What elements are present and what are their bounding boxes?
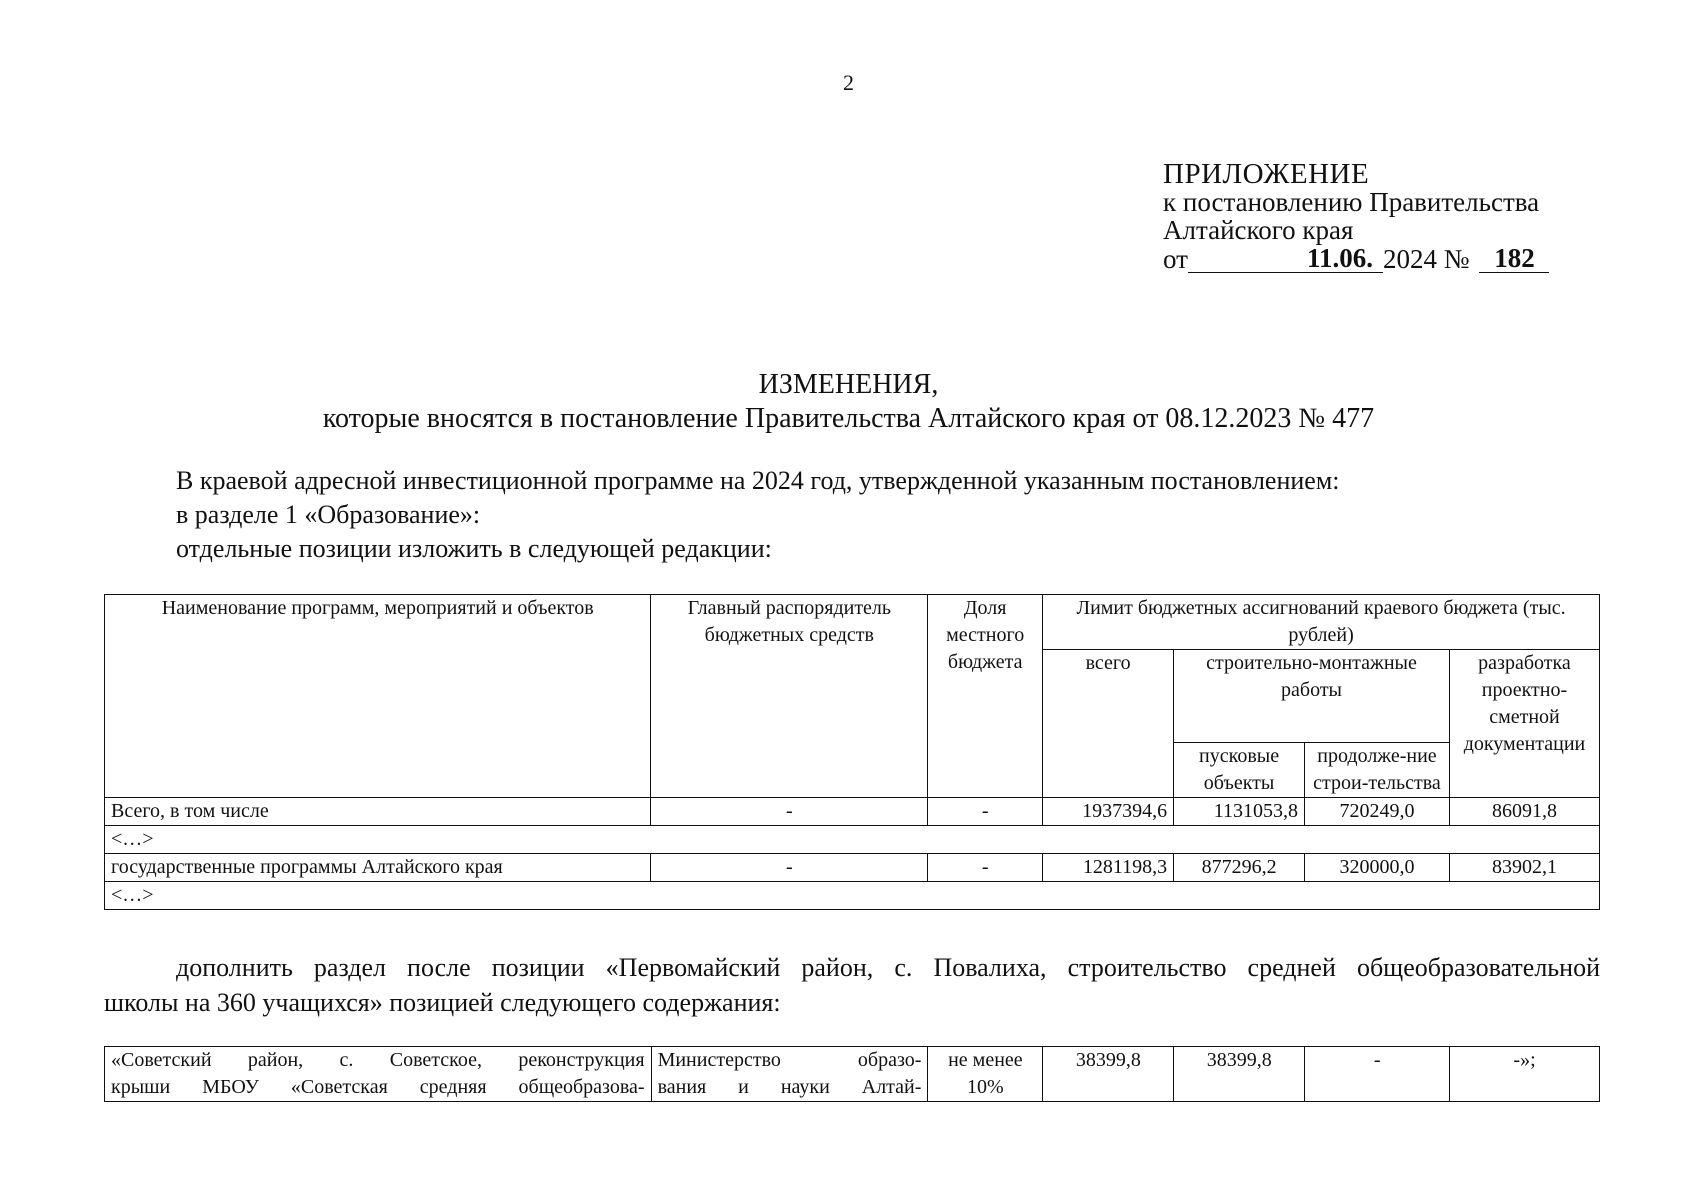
header-continuation: продолже-ние строи-тельства <box>1305 743 1450 798</box>
row-launch: 1131053,8 <box>1174 798 1305 826</box>
intro-line1: В краевой адресной инвестиционной программе на 2024 год, утвержденной указанным постановлением: <box>176 466 1340 495</box>
addition-table <box>104 1046 1600 1102</box>
intro-line3: отдельные позиции изложить в следующей редакции: <box>176 534 772 563</box>
paragraph-line2: школы на 360 учащихся» позицией следующего содержания: <box>104 988 781 1017</box>
row-name-line2: крыши МБОУ «Советская средняя общеобразова- <box>111 1076 645 1098</box>
row-name: Всего, в том числе <box>105 798 651 826</box>
budget-table <box>104 594 1600 910</box>
row-launch: 38399,8 <box>1174 1047 1305 1102</box>
row-share <box>928 1047 1043 1102</box>
header-manager: Главный распорядитель бюджетных средств <box>651 595 928 798</box>
header-total: всего <box>1043 650 1174 798</box>
row-total: 38399,8 <box>1043 1047 1174 1102</box>
year-label: 2024 № <box>1382 244 1470 274</box>
table-row <box>105 854 1600 882</box>
row-ellipsis: <…> <box>105 882 1600 910</box>
header-share: Доля местного бюджета <box>928 595 1043 798</box>
row-manager-line1: Министерство образо- <box>657 1049 922 1071</box>
header-design: разработка проектно-сметной документации <box>1449 650 1599 798</box>
row-design: -»; <box>1450 1047 1600 1102</box>
appendix-title: ПРИЛОЖЕНИЕ <box>1163 158 1370 190</box>
row-name-line1: «Советский район, с. Советское, реконструкция <box>111 1049 645 1071</box>
date-value: 11.06. <box>1188 244 1383 273</box>
table-row <box>105 798 1600 826</box>
row-total: 1281198,3 <box>1043 854 1174 882</box>
row-design: 83902,1 <box>1449 854 1599 882</box>
table-row-ellipsis <box>105 826 1600 854</box>
paragraph-line1: дополнить раздел после позиции «Первомайский район, с. Повалиха, строительство средней общеобразовательной <box>176 953 1600 982</box>
row-name <box>105 1047 652 1102</box>
intro-line2: в разделе 1 «Образование»: <box>176 500 481 529</box>
row-continuation: - <box>1305 1047 1450 1102</box>
header-launch: пусковые объекты <box>1174 743 1305 798</box>
table-row-ellipsis <box>105 882 1600 910</box>
heading-subtitle: которые вносятся в постановление Правительства Алтайского края от 08.12.2023 № 477 <box>322 403 1375 434</box>
row-launch: 877296,2 <box>1174 854 1305 882</box>
table-row <box>105 1047 1600 1102</box>
row-share: - <box>928 798 1043 826</box>
header-limit: Лимит бюджетных ассигнований краевого бюджета (тыс. рублей) <box>1043 595 1600 650</box>
heading-title: ИЗМЕНЕНИЯ, <box>758 369 939 400</box>
intro-text <box>176 464 1340 566</box>
row-manager: - <box>651 798 928 826</box>
row-manager-line2: вания и науки Алтай- <box>657 1076 922 1098</box>
appendix-line2: Алтайского края <box>1163 215 1354 245</box>
row-share: - <box>928 854 1043 882</box>
row-share-line1: не менее <box>948 1049 1023 1071</box>
appendix-block <box>1163 160 1549 273</box>
appendix-line1: к постановлению Правительства <box>1163 187 1540 217</box>
row-total: 1937394,6 <box>1043 798 1174 826</box>
row-name: государственные программы Алтайского края <box>105 854 651 882</box>
document-heading <box>0 368 1697 436</box>
row-manager: - <box>651 854 928 882</box>
row-share-line2: 10% <box>967 1076 1004 1098</box>
page-number: 2 <box>843 70 854 95</box>
row-continuation: 320000,0 <box>1305 854 1450 882</box>
number-value: 182 <box>1479 244 1549 273</box>
appendix-date-line <box>1163 244 1549 273</box>
row-manager <box>651 1047 928 1102</box>
header-construction: строительно-монтажные работы <box>1174 650 1450 743</box>
from-label: от <box>1163 244 1188 274</box>
header-name: Наименование программ, мероприятий и объектов <box>105 595 651 798</box>
row-design: 86091,8 <box>1449 798 1599 826</box>
row-continuation: 720249,0 <box>1305 798 1450 826</box>
addition-paragraph <box>104 950 1600 1020</box>
row-ellipsis: <…> <box>105 826 1600 854</box>
